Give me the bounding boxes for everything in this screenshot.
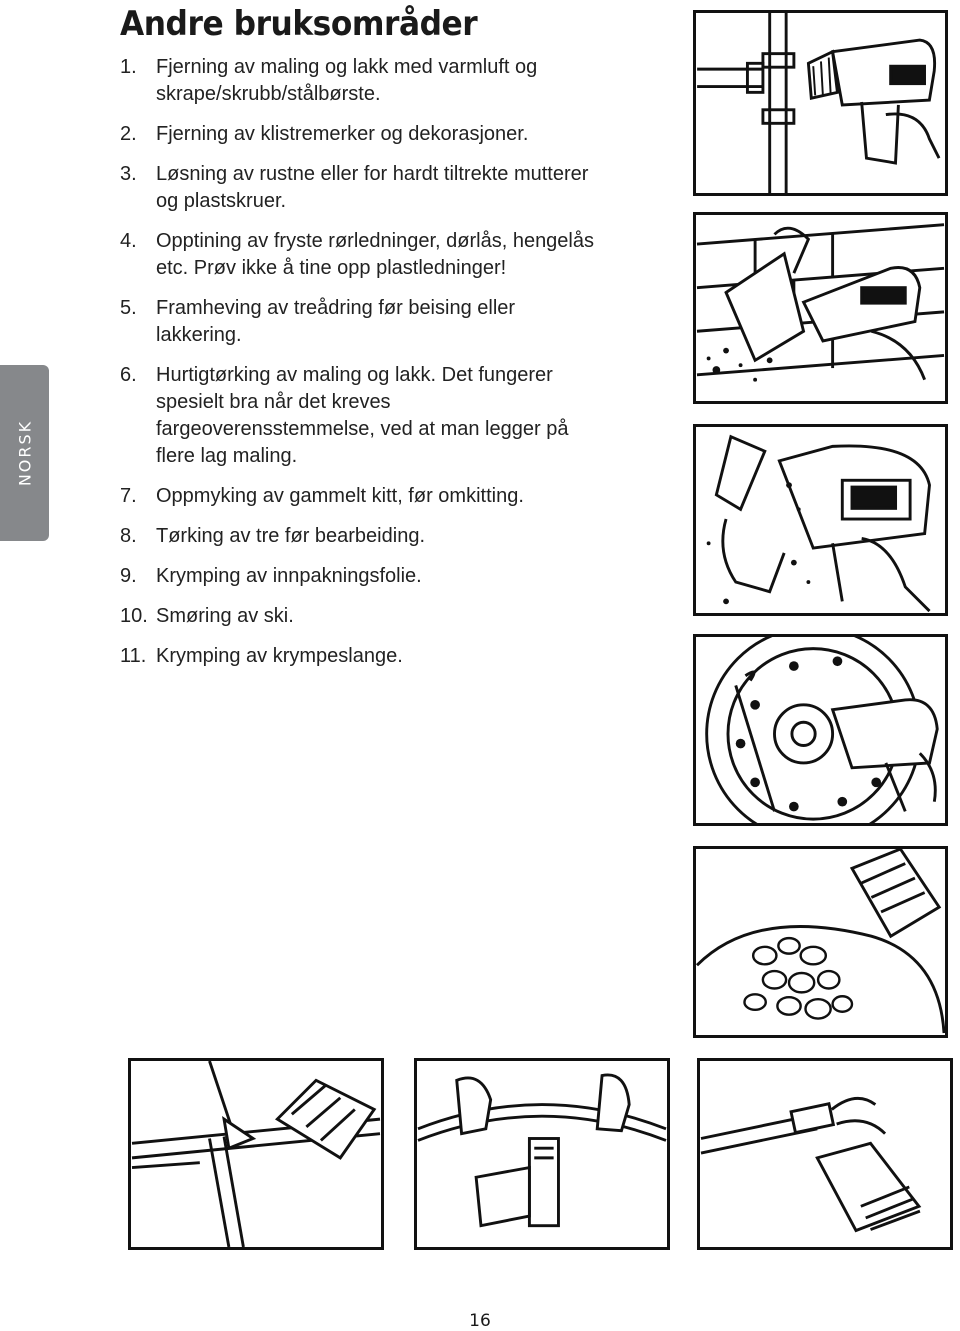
item-text: Løsning av rustne eller for hardt tiltrekte mutterer og plastskruer. bbox=[156, 163, 589, 212]
item-number: 1. bbox=[120, 56, 137, 78]
item-number: 10. bbox=[120, 605, 148, 627]
list-item bbox=[120, 563, 600, 590]
list-item bbox=[120, 483, 600, 510]
item-text: Hurtigtørking av maling og lakk. Det fungerer spesielt bra når det kreves fargeoverensstemmelse, ved at man legger på flere lag maling. bbox=[156, 364, 569, 467]
item-text: Fjerning av klistremerker og dekorasjoner. bbox=[156, 123, 529, 145]
item-text: Opptining av fryste rørledninger, dørlås, hengelås etc. Prøv ikke å tine opp plastledninger! bbox=[156, 230, 594, 279]
illustration-putty-softening bbox=[128, 1058, 384, 1250]
item-number: 8. bbox=[120, 525, 137, 547]
item-number: 2. bbox=[120, 123, 137, 145]
item-number: 3. bbox=[120, 163, 137, 185]
item-number: 9. bbox=[120, 565, 137, 587]
item-text: Krymping av krympeslange. bbox=[156, 645, 403, 667]
list-item bbox=[120, 603, 600, 630]
item-text: Tørking av tre før bearbeiding. bbox=[156, 525, 425, 547]
illustration-sticker-removal bbox=[693, 424, 948, 616]
language-tab-label: NORSK bbox=[15, 419, 34, 487]
item-text: Framheving av treådring før beising eller lakkering. bbox=[156, 297, 516, 346]
item-number: 5. bbox=[120, 297, 137, 319]
page-title: Andre bruksområder bbox=[120, 4, 478, 44]
item-text: Oppmyking av gammelt kitt, før omkitting. bbox=[156, 485, 524, 507]
drying-drawing bbox=[696, 849, 945, 1035]
putty-drawing bbox=[131, 1061, 381, 1247]
wheel-nut-drawing bbox=[696, 637, 945, 823]
illustration-shrink-tube bbox=[697, 1058, 953, 1250]
pipe-heat-gun-drawing bbox=[696, 13, 945, 193]
illustration-pipe-thawing bbox=[693, 10, 948, 196]
illustration-drying bbox=[693, 846, 948, 1038]
illustration-pipe-bending bbox=[414, 1058, 670, 1250]
illustration-paint-removal bbox=[693, 212, 948, 404]
sticker-removal-drawing bbox=[696, 427, 945, 613]
item-number: 7. bbox=[120, 485, 137, 507]
page-number: 16 bbox=[469, 1311, 491, 1331]
list-item bbox=[120, 523, 600, 550]
item-text: Krymping av innpakningsfolie. bbox=[156, 565, 422, 587]
item-number: 6. bbox=[120, 364, 137, 386]
language-tab bbox=[0, 365, 49, 541]
shrink-tube-drawing bbox=[700, 1061, 950, 1247]
usage-list bbox=[120, 54, 600, 683]
item-text: Fjerning av maling og lakk med varmluft og skrape/skrubb/stålbørste. bbox=[156, 56, 538, 105]
list-item bbox=[120, 643, 600, 670]
list-item bbox=[120, 295, 600, 349]
item-number: 11. bbox=[120, 645, 147, 667]
illustration-wheel-nuts bbox=[693, 634, 948, 826]
list-item bbox=[120, 161, 600, 215]
list-item bbox=[120, 54, 600, 108]
list-item bbox=[120, 362, 600, 470]
paint-scraping-drawing bbox=[696, 215, 945, 401]
pipe-bending-drawing bbox=[417, 1061, 667, 1247]
item-text: Smøring av ski. bbox=[156, 605, 294, 627]
list-item bbox=[120, 121, 600, 148]
list-item bbox=[120, 228, 600, 282]
item-number: 4. bbox=[120, 230, 137, 252]
